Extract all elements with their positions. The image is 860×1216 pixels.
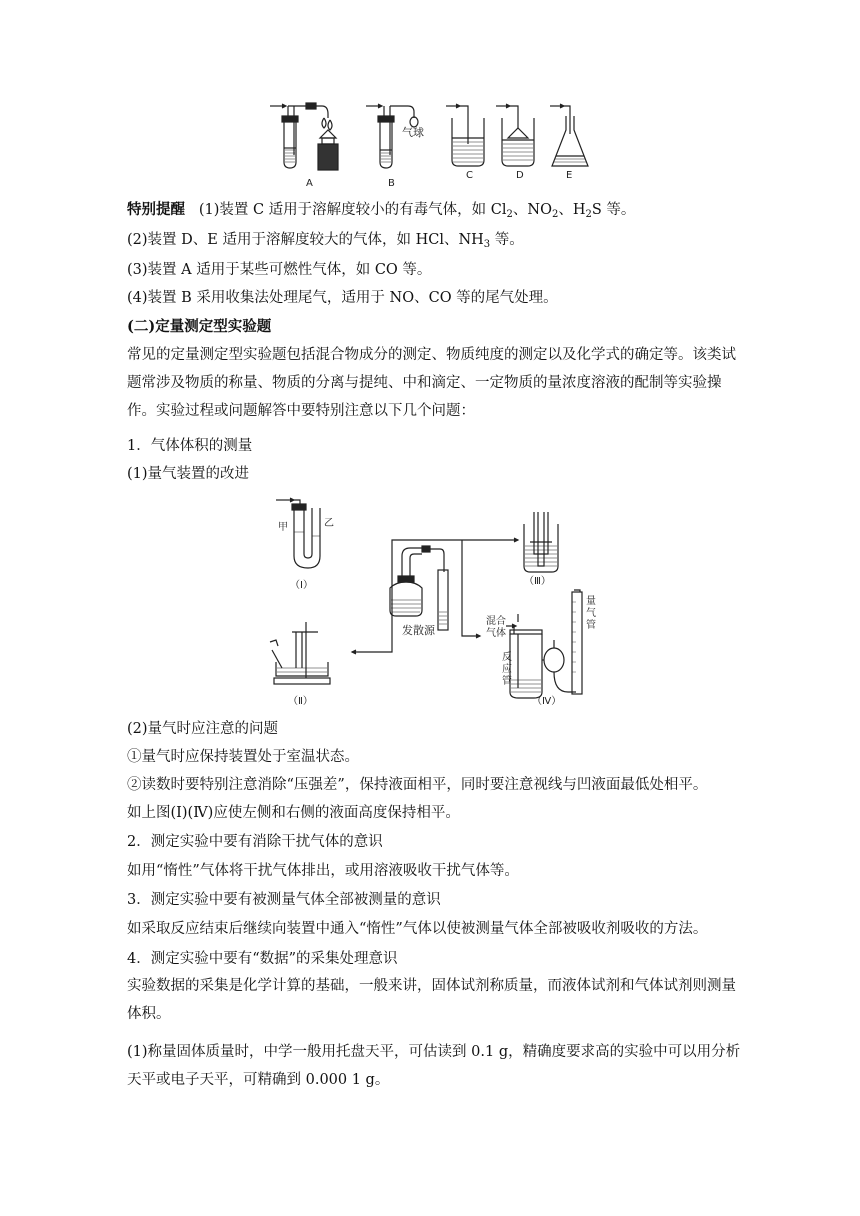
tip-item1-sub1: 2 xyxy=(506,209,513,220)
section-title: (二)定量测定型实验题 xyxy=(127,318,272,335)
heading-2: 2．测定实验中要有消除干扰气体的意识 xyxy=(127,834,383,850)
label-yi: 乙 xyxy=(324,518,334,529)
label-mixed-gas-1: 混合 xyxy=(486,616,506,627)
label-mixed-gas-2: 气体 xyxy=(486,628,506,639)
heading-1-1: (1)量气装置的改进 xyxy=(127,466,250,482)
body-p7: 实验数据的采集是化学计算的基础，一般来讲，固体试剂称质量，而液体试剂和气体试剂则测量体积。 xyxy=(127,978,736,1022)
gas-measurement-figure xyxy=(262,492,602,712)
body-p1: (2)量气时应注意的问题 xyxy=(127,721,279,737)
label-source: 发散源 xyxy=(402,624,435,637)
label-apparatus-i: （Ⅰ） xyxy=(290,580,313,591)
section-intro: 常见的定量测定型实验题包括混合物成分的测定、物质纯度的测定以及化学式的确定等。该类试题常涉及物质的称量、物质的分离与提纯、中和滴定、一定物质的量浓度溶液的配制等实验操作。实验过程或问题解答中要特别注意以下几个问题： xyxy=(127,347,736,419)
heading-4: 4．测定实验中要有“数据”的采集处理意识 xyxy=(127,951,398,967)
tip-line-2 xyxy=(127,230,747,250)
body-p3: ②读数时要特别注意消除“压强差”，保持液面相平，同时要注意视线与凹液面最低处相平。 xyxy=(127,777,708,793)
tip-item1-sub3: 2 xyxy=(585,209,592,220)
figure1-label-a: A xyxy=(306,178,313,189)
tip-item2-sub: 3 xyxy=(483,239,491,250)
label-gas-burette-1: 量 xyxy=(586,596,596,607)
figure1-label-c: C xyxy=(466,170,473,181)
label-apparatus-iv: （Ⅳ） xyxy=(532,696,562,707)
figure1-label-b: B xyxy=(388,178,395,189)
label-reaction-tube-3: 管 xyxy=(502,676,512,687)
heading-3: 3．测定实验中要有被测量气体全部被测量的意识 xyxy=(127,892,441,908)
figure1-label-e: E xyxy=(566,170,573,181)
label-gas-burette-3: 管 xyxy=(586,620,596,631)
body-p8: (1)称量固体质量时，中学一般用托盘天平，可估读到 0.1 g，精确度要求高的实验中可以用分析天平或电子天平，可精确到 0.000 1 g。 xyxy=(127,1044,741,1088)
tail-gas-apparatus-figure xyxy=(262,100,592,192)
tip-line-3: (3)装置 A 适用于某些可燃性气体，如 CO 等。 xyxy=(127,262,432,278)
tip-item2-pre: (2)装置 D、E 适用于溶解度较大的气体，如 HCl、NH xyxy=(127,232,484,248)
body-p4: 如上图(Ⅰ)(Ⅳ)应使左侧和右侧的液面高度保持相平。 xyxy=(127,805,460,821)
tip-item1-post: S 等。 xyxy=(591,202,636,218)
tip-line-1 xyxy=(127,200,747,220)
label-jia: 甲 xyxy=(278,522,288,533)
tip-item2-post: 等。 xyxy=(490,232,524,248)
figure1-label-d: D xyxy=(516,170,524,181)
tip-line-4: (4)装置 B 采用收集法处理尾气，适用于 NO、CO 等的尾气处理。 xyxy=(127,290,558,306)
label-apparatus-iii: （Ⅲ） xyxy=(524,576,551,587)
body-p6: 如采取反应结束后继续向装置中通入“惰性”气体以使被测量气体全部被吸收剂吸收的方法。 xyxy=(127,921,708,937)
label-reaction-tube-1: 反 xyxy=(502,652,512,663)
tip-heading: 特别提醒 xyxy=(127,201,185,218)
label-apparatus-ii: （Ⅱ） xyxy=(288,696,313,707)
heading-1: 1．气体体积的测量 xyxy=(127,438,253,454)
tip-item1-mid: 、NO xyxy=(512,202,552,218)
label-gas-burette-2: 气 xyxy=(586,608,596,619)
body-p2: ①量气时应保持装置处于室温状态。 xyxy=(127,749,359,765)
tip-item1-sub2: 2 xyxy=(551,209,559,220)
tip-item1-pre: (1)装置 C 适用于溶解度较小的有毒气体，如 Cl xyxy=(198,202,507,218)
body-p5: 如用“惰性”气体将干扰气体排出，或用溶液吸收干扰气体等。 xyxy=(127,863,519,879)
label-reaction-tube-2: 应 xyxy=(502,664,512,675)
balloon-label: 气球 xyxy=(402,126,424,139)
tip-item1-mid2: 、H xyxy=(558,202,586,218)
